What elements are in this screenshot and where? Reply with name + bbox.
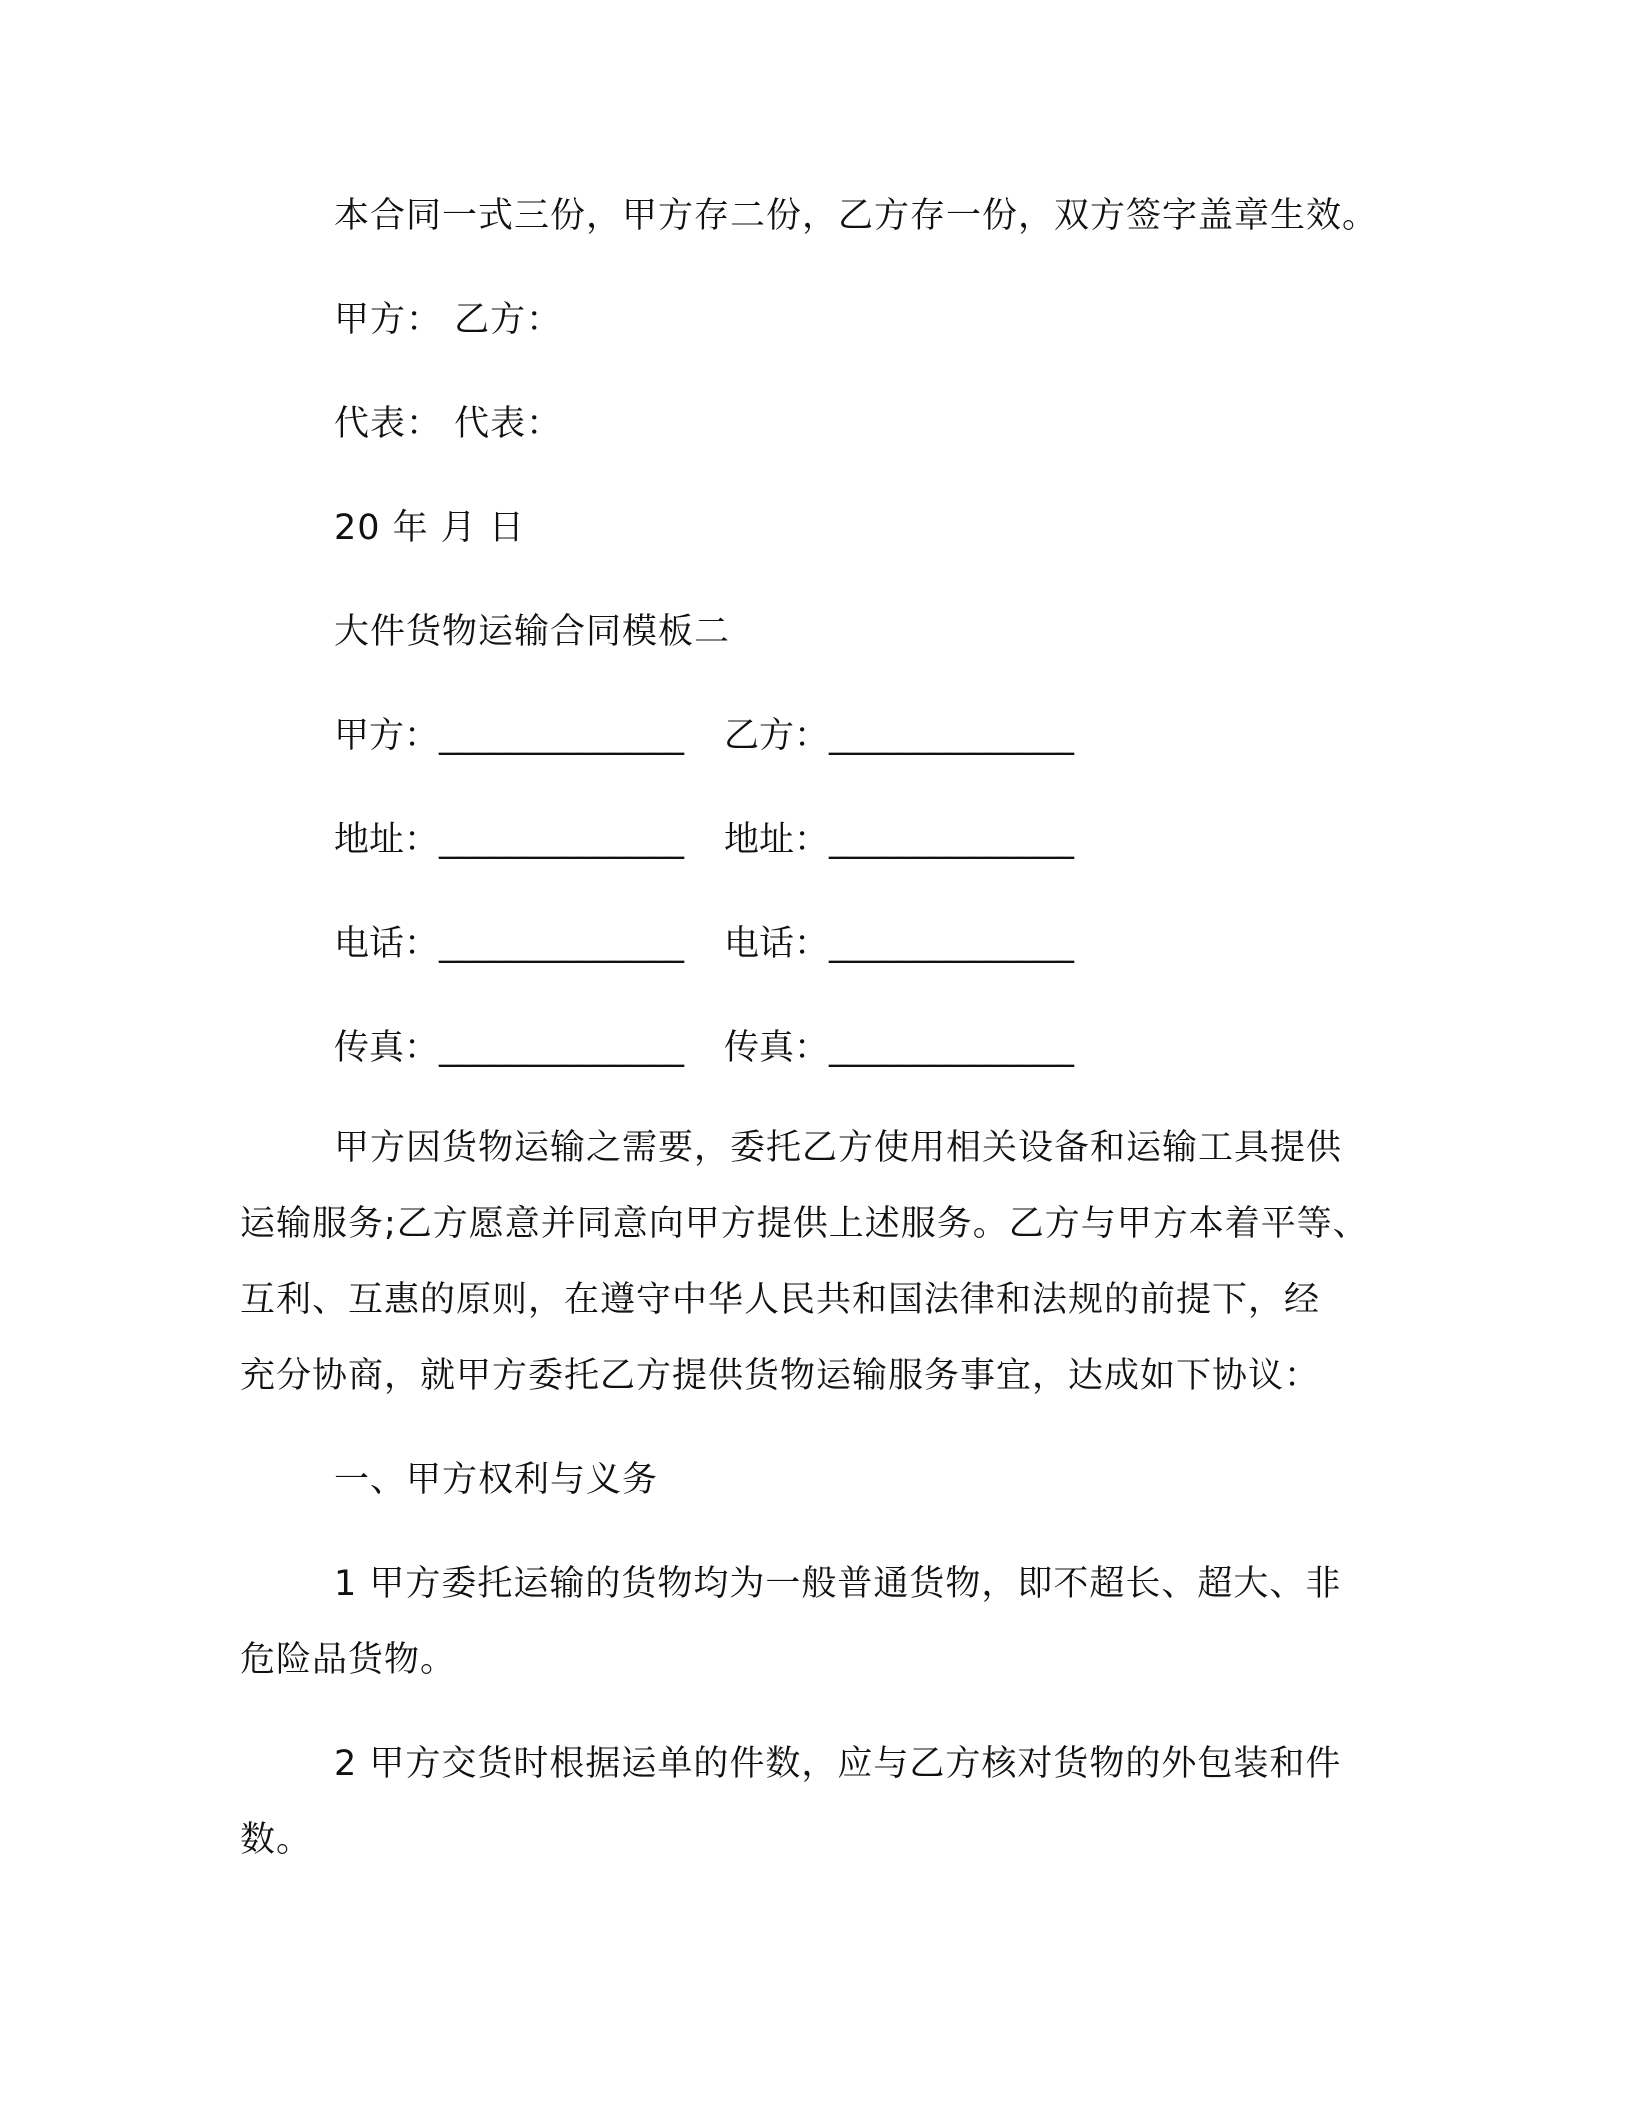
clause-two-line-1: 2 甲方交货时根据运单的件数，应与乙方核对货物的外包装和件 [334,1744,1342,1784]
clause-one-line-1: 1 甲方委托运输的货物均为一般普通货物，即不超长、超大、非 [334,1564,1342,1604]
party-b-field: 乙方：______________ [724,716,1075,756]
party-a-address-field: 地址：______________ [334,820,685,860]
date-line: 20 年 月 日 [334,508,525,548]
party-b-fax-field: 传真：______________ [724,1028,1075,1068]
party-a-field: 甲方：______________ [334,716,685,756]
intro-paragraph-line-4: 充分协商，就甲方委托乙方提供货物运输服务事宜，达成如下协议： [240,1356,1321,1396]
field-row-address [334,816,1434,864]
party-a-phone-field: 电话：______________ [334,924,685,964]
template-two-title: 大件货物运输合同模板二 [334,612,731,652]
clause-one-line-2: 危险品货物。 [240,1640,457,1680]
copies-clause: 本合同一式三份，甲方存二份，乙方存一份，双方签字盖章生效。 [334,196,1379,236]
intro-paragraph-line-1: 甲方因货物运输之需要，委托乙方使用相关设备和运输工具提供 [334,1128,1343,1168]
field-row-phone [334,920,1434,968]
section-one-heading: 一、甲方权利与义务 [334,1460,659,1500]
field-row-party [334,712,1434,760]
clause-two-line-2: 数。 [240,1820,313,1860]
intro-paragraph-line-3: 互利、互惠的原则，在遵守中华人民共和国法律和法规的前提下，经 [240,1280,1321,1320]
party-b-address-field: 地址：______________ [724,820,1075,860]
parties-signature-line: 甲方： 乙方： [334,300,563,340]
representatives-signature-line: 代表： 代表： [334,404,563,444]
intro-paragraph-line-2: 运输服务;乙方愿意并同意向甲方提供上述服务。乙方与甲方本着平等、 [240,1204,1369,1244]
party-b-phone-field: 电话：______________ [724,924,1075,964]
party-a-fax-field: 传真：______________ [334,1028,685,1068]
field-row-fax [334,1024,1434,1072]
